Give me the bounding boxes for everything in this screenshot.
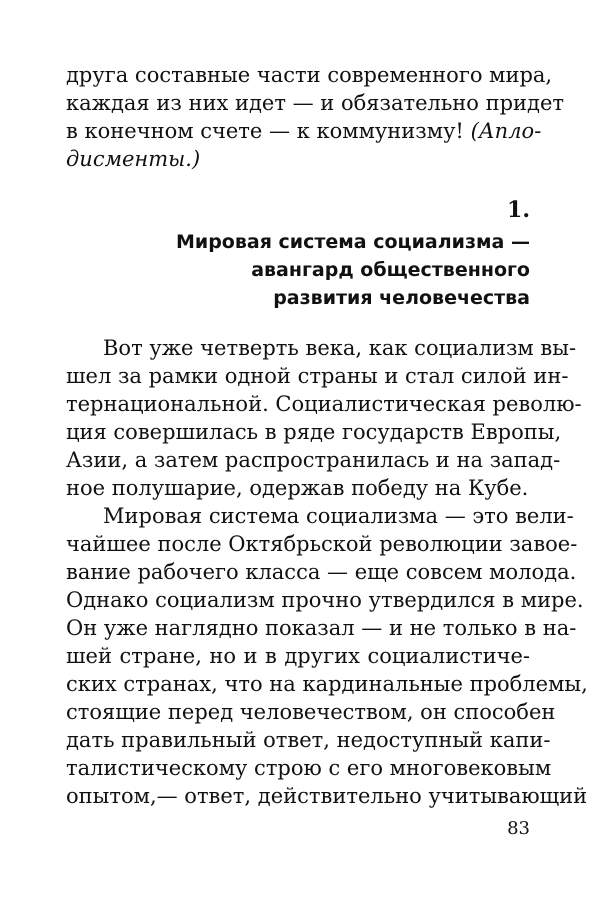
text-line: каждая из них идет — и обязательно придет bbox=[66, 91, 565, 115]
paragraph-line: опытом,— ответ, действительно учитывающий bbox=[66, 784, 588, 808]
paragraph-line: ских странах, что на кардинальные проблемы, bbox=[66, 672, 588, 696]
paragraph-line: дать правильный ответ, недоступный капи- bbox=[66, 728, 551, 752]
paragraph-line: ное полушарие, одержав победу на Кубе. bbox=[66, 476, 529, 500]
paragraph-line: чайшее после Октябрьской революции завое- bbox=[66, 532, 578, 556]
section-number: 1. bbox=[507, 197, 530, 223]
paragraph-line: вание рабочего класса — еще совсем молода. bbox=[66, 560, 577, 584]
section-title-line: развития человечества bbox=[273, 287, 530, 309]
paragraph-line: стоящие перед человечеством, он способен bbox=[66, 700, 556, 724]
paragraph-line: талистическому строю с его многовековым bbox=[66, 756, 552, 780]
paragraph-line: Он уже наглядно показал — и не только в на- bbox=[66, 616, 577, 640]
paragraph-line: Однако социализм прочно утвердился в мире. bbox=[66, 588, 584, 612]
paragraph-line: Мировая система социализма — это вели- bbox=[103, 504, 574, 528]
applause-note: (Апло- bbox=[470, 119, 542, 143]
section-title-line: авангард общественного bbox=[251, 259, 530, 281]
paragraph-line: шел за рамки одной страны и стал силой ин- bbox=[66, 364, 569, 388]
text-line: друга составные части современного мира, bbox=[66, 63, 553, 87]
applause-note-end: дисменты.) bbox=[66, 147, 201, 171]
paragraph-line: Азии, а затем распространилась и на запад- bbox=[66, 448, 561, 472]
paragraph-line: тернациональной. Социалистическая револю- bbox=[66, 392, 582, 416]
text-line-content: в конечном счете — к коммунизму! bbox=[66, 119, 464, 143]
paragraph-line: шей стране, но и в других социалистиче- bbox=[66, 644, 530, 668]
section-title-line: Мировая система социализма — bbox=[175, 231, 530, 253]
paragraph-line: ция совершилась в ряде государств Европы, bbox=[66, 420, 562, 444]
text-line bbox=[66, 118, 542, 144]
page-number: 83 bbox=[507, 818, 530, 839]
paragraph-line: Вот уже четверть века, как социализм вы- bbox=[103, 336, 577, 360]
